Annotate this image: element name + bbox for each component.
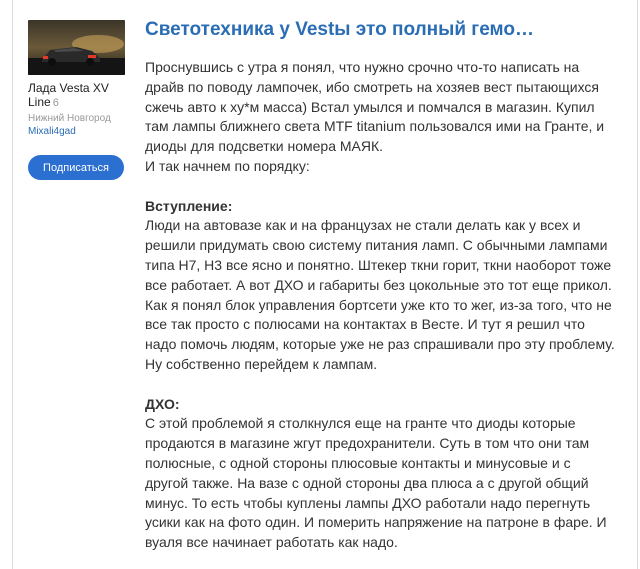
section-paragraph: Люди на автовазе как и на французах не стали делать как у всех и решили придумать свою систему питания ламп. С обычными лампами типа Н7, Н3 все ясно и понятно. Штекер ткни горит, ткни наоборот тоже все работает. А вот ДХО и габариты без цокольные это тот еще прикол. Как я понял блок управления бортсети уже кто то жег, из-за того, что не все так просто с полюсами на контактах в Весте. И тут я решил что надо помочь людям, которые уже не раз спрашивали про эту проблему. Ну собственно перейдем к лампам. bbox=[145, 217, 615, 372]
section-heading: Вступление: bbox=[145, 197, 233, 214]
spacer bbox=[145, 375, 615, 395]
post-title[interactable]: Светотехника у Vestы это полный гемо… bbox=[145, 19, 534, 40]
subscribe-button[interactable]: Подписаться bbox=[28, 155, 124, 180]
author-city: Нижний Новгород bbox=[28, 113, 111, 124]
section-paragraph: С этой проблемой я столкнулся еще на гранте что диоды которые продаются в магазине жгут предохранители. Суть в том что они там полюсные, с одной стороны плюсовые контакты и минусовые и с другой также. На вазе с одной стороны два плюса а с другой общий минус. То есть чтобы куплены лампы ДХО работали надо перегнуть усики как на фото один. И померить напряжение на патроне в фаре. И вуаля все начинает работать как надо. bbox=[145, 415, 607, 551]
car-number: 6 bbox=[52, 97, 59, 109]
spacer bbox=[145, 177, 615, 197]
section-heading: ДХО: bbox=[145, 395, 180, 412]
car-name[interactable]: Лада Vesta XV Line bbox=[28, 81, 109, 109]
intro-paragraph: И так начнем по порядку: bbox=[145, 157, 310, 174]
post-content bbox=[145, 18, 615, 553]
author-username[interactable]: Mixali4gad bbox=[28, 126, 76, 137]
car-name-block[interactable] bbox=[28, 81, 124, 110]
car-photo[interactable] bbox=[28, 20, 125, 75]
author-sidebar bbox=[28, 20, 128, 138]
intro-paragraph: Проснувшись с утра я понял, что нужно срочно что-то написать на драйв по поводу лампочек, ибо смотреть на хозяев вест пытающихся сжечь авто к ху*м масса) Встал умылся и помчался в магазин. Купил там лампы ближнего света MTF titanium пользовался ими на Гранте, и диоды для подсветки номера МАЯК. bbox=[145, 59, 605, 155]
post-body bbox=[145, 58, 615, 553]
